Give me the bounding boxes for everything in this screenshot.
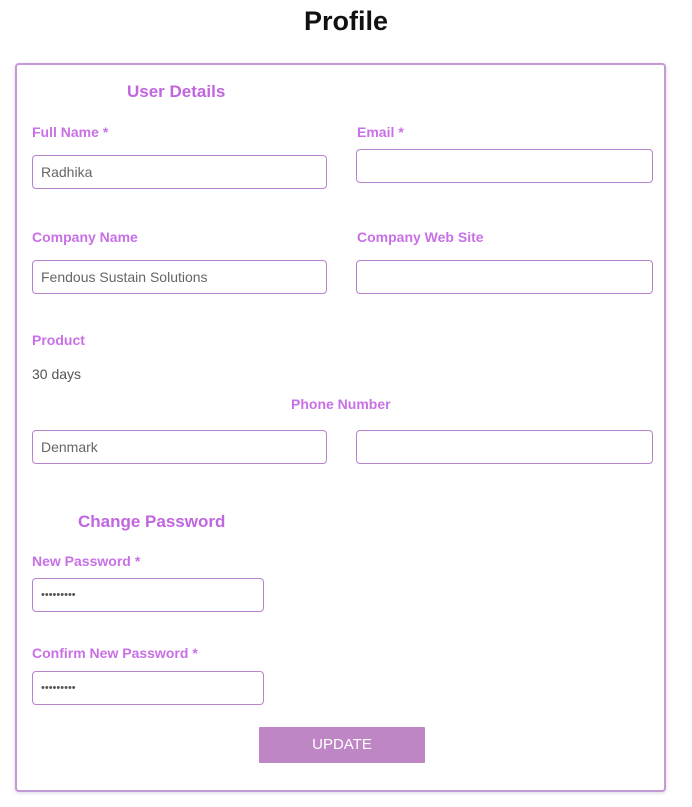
required-mark: * <box>398 124 404 140</box>
company-name-label: Company Name <box>32 229 138 245</box>
new-password-input[interactable] <box>32 578 264 612</box>
required-mark: * <box>134 553 141 569</box>
email-input[interactable] <box>356 149 653 183</box>
new-password-label <box>32 553 140 569</box>
confirm-password-label <box>32 645 198 661</box>
confirm-password-input[interactable] <box>32 671 264 705</box>
email-label <box>357 124 404 140</box>
new-password-label-text: New Password <box>32 553 131 569</box>
company-web-site-label: Company Web Site <box>357 229 484 245</box>
confirm-password-label-text: Confirm New Password <box>32 645 189 661</box>
phone-number-input[interactable] <box>356 430 653 464</box>
update-button[interactable]: UPDATE <box>259 727 425 763</box>
required-mark: * <box>192 645 198 661</box>
page-title: Profile <box>303 6 389 36</box>
full-name-label-text: Full Name <box>32 124 99 140</box>
phone-country-input[interactable] <box>32 430 327 464</box>
phone-number-label: Phone Number <box>291 396 391 412</box>
company-web-site-input[interactable] <box>356 260 653 294</box>
company-name-input[interactable] <box>32 260 327 294</box>
required-mark: * <box>102 124 109 140</box>
product-value: 30 days <box>32 366 82 382</box>
product-label: Product <box>32 332 85 348</box>
full-name-label <box>32 124 108 140</box>
change-password-heading: Change Password <box>78 512 226 531</box>
email-label-text: Email <box>357 124 395 140</box>
full-name-input[interactable] <box>32 155 327 189</box>
user-details-heading: User Details <box>127 82 226 101</box>
